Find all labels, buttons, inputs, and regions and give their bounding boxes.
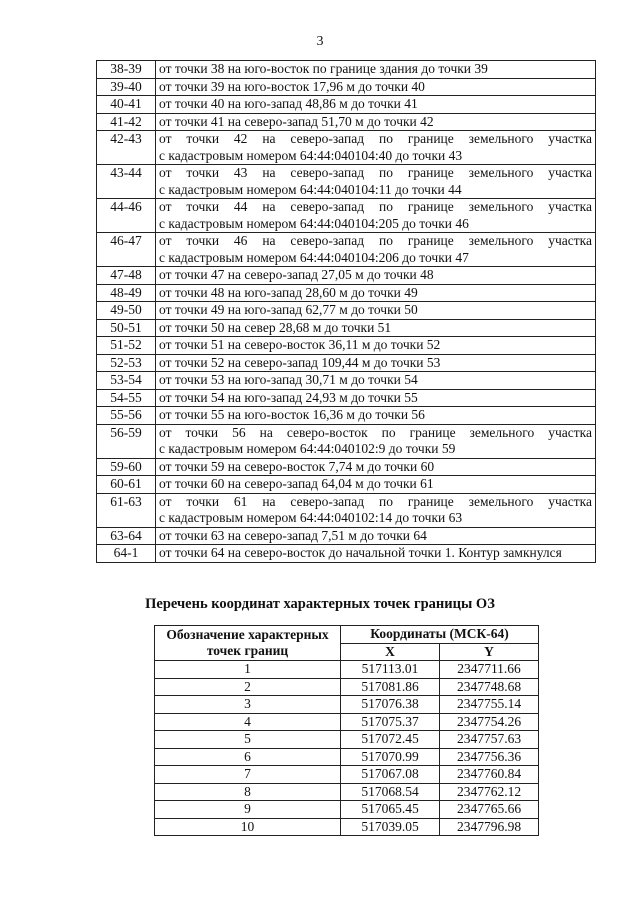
segment-code: 63-64 (97, 527, 156, 545)
table-row (97, 199, 596, 233)
segment-description (156, 319, 596, 337)
header-coordinates: Координаты (МСК-64) (341, 626, 539, 644)
segment-code: 46-47 (97, 233, 156, 267)
segment-description (156, 476, 596, 494)
point-designation: 5 (155, 731, 341, 749)
boundary-segments-table (96, 60, 596, 563)
table-row (97, 131, 596, 165)
segment-description (156, 372, 596, 390)
table-row (97, 476, 596, 494)
segment-description (156, 61, 596, 79)
table-row (155, 678, 539, 696)
table-row (97, 61, 596, 79)
segment-description-line: от точки 46 на северо-запад по границе земельного участка (159, 233, 592, 248)
point-designation: 10 (155, 818, 341, 836)
coordinates-section-title: Перечень координат характерных точек границы ОЗ (145, 596, 495, 612)
segment-description (156, 199, 596, 233)
segment-description-line: от точки 42 на северо-запад по границе земельного участка (159, 131, 592, 146)
segment-code: 42-43 (97, 131, 156, 165)
point-designation: 7 (155, 766, 341, 784)
segment-description (156, 337, 596, 355)
table-row (97, 113, 596, 131)
segment-code: 43-44 (97, 165, 156, 199)
table-row (97, 493, 596, 527)
page-number: 3 (316, 34, 324, 49)
header-y: Y (440, 643, 539, 661)
point-designation: 1 (155, 661, 341, 679)
segment-description-line: от точки 59 на северо-восток 7,74 м до точки 60 (159, 458, 435, 474)
segment-code: 53-54 (97, 372, 156, 390)
coordinate-y: 2347765.66 (440, 801, 539, 819)
segment-description-line: от точки 51 на северо-восток 36,11 м до точки 52 (159, 337, 441, 352)
table-row (97, 527, 596, 545)
segment-description-line: с кадастровым номером 64:44:040102:14 до точки 63 (159, 510, 463, 525)
segment-code: 56-59 (97, 424, 156, 458)
table-row (155, 731, 539, 749)
table-row (97, 407, 596, 425)
coordinate-y: 2347711.66 (440, 661, 539, 679)
segment-code: 49-50 (97, 302, 156, 320)
segment-description (156, 267, 596, 285)
header-x: X (341, 643, 440, 661)
segment-description (156, 233, 596, 267)
segment-description (156, 113, 596, 131)
segment-code: 39-40 (97, 78, 156, 96)
segment-code: 41-42 (97, 113, 156, 131)
segment-code: 61-63 (97, 493, 156, 527)
table-row (155, 661, 539, 679)
coordinates-table-body (155, 661, 539, 836)
coordinate-y: 2347757.63 (440, 731, 539, 749)
segment-description-line: от точки 50 на север 28,68 м до точки 51 (159, 319, 392, 335)
table-row (97, 319, 596, 337)
segment-description (156, 527, 596, 545)
segment-description-line: от точки 40 на юго-запад 48,86 м до точки 41 (159, 96, 418, 111)
segment-code: 44-46 (97, 199, 156, 233)
segment-description-line: от точки 61 на северо-запад по границе земельного участка (159, 493, 592, 509)
segment-description-line: от точки 39 на юго-восток 17,96 м до точки 40 (159, 78, 425, 94)
table-row (97, 389, 596, 407)
table-row (97, 78, 596, 96)
segment-description-line: от точки 38 на юго-восток по границе здания до точки 39 (159, 61, 488, 76)
coordinate-x: 517075.37 (341, 713, 440, 731)
table-row (155, 696, 539, 714)
table-row (155, 766, 539, 784)
table-row (155, 801, 539, 819)
coordinate-x: 517072.45 (341, 731, 440, 749)
segment-description (156, 284, 596, 302)
segment-description-line: от точки 48 на юго-запад 28,60 м до точки 49 (159, 284, 418, 300)
table-row (155, 748, 539, 766)
segment-description-line: от точки 55 на юго-восток 16,36 м до точки 56 (159, 407, 425, 422)
segment-description-line: от точки 53 на юго-запад 30,71 м до точки 54 (159, 372, 418, 387)
coordinate-y: 2347748.68 (440, 678, 539, 696)
segment-code: 48-49 (97, 284, 156, 302)
segments-table-body (97, 61, 596, 563)
segment-description-line: от точки 49 на юго-запад 62,77 м до точки 50 (159, 302, 418, 317)
segment-description (156, 424, 596, 458)
segment-description (156, 96, 596, 114)
coordinate-x: 517081.86 (341, 678, 440, 696)
table-row (97, 302, 596, 320)
table-row (155, 818, 539, 836)
segment-description-line: от точки 56 на северо-восток по границе земельного участка (159, 424, 592, 440)
segment-description-line: с кадастровым номером 64:44:040104:206 до точки 47 (159, 249, 469, 265)
point-designation: 6 (155, 748, 341, 766)
point-designation: 8 (155, 783, 341, 801)
segment-description (156, 78, 596, 96)
segment-code: 52-53 (97, 354, 156, 372)
segment-description (156, 302, 596, 320)
table-row (155, 713, 539, 731)
coordinate-y: 2347754.26 (440, 713, 539, 731)
segment-description-line: с кадастровым номером 64:44:040104:11 до точки 44 (159, 181, 462, 197)
segment-description (156, 493, 596, 527)
coordinate-x: 517039.05 (341, 818, 440, 836)
segment-description-line: от точки 41 на северо-запад 51,70 м до точки 42 (159, 113, 434, 129)
point-designation: 2 (155, 678, 341, 696)
coordinate-y: 2347755.14 (440, 696, 539, 714)
segment-description (156, 458, 596, 476)
coordinate-x: 517068.54 (341, 783, 440, 801)
segment-description-line: от точки 44 на северо-запад по границе земельного участка (159, 199, 592, 214)
segment-code: 60-61 (97, 476, 156, 494)
coordinate-x: 517070.99 (341, 748, 440, 766)
coordinate-x: 517076.38 (341, 696, 440, 714)
point-designation: 4 (155, 713, 341, 731)
segment-code: 59-60 (97, 458, 156, 476)
coordinate-y: 2347796.98 (440, 818, 539, 836)
coordinate-y: 2347762.12 (440, 783, 539, 801)
segment-code: 64-1 (97, 545, 156, 563)
segment-description-line: от точки 60 на северо-запад 64,04 м до точки 61 (159, 476, 434, 491)
segment-code: 40-41 (97, 96, 156, 114)
coordinates-table (154, 625, 539, 836)
segment-description-line: от точки 47 на северо-запад 27,05 м до точки 48 (159, 267, 434, 282)
segment-description (156, 545, 596, 563)
segment-description-line: с кадастровым номером 64:44:040102:9 до точки 59 (159, 441, 456, 456)
segment-description-line: от точки 43 на северо-запад по границе земельного участка (159, 165, 592, 180)
table-row (97, 354, 596, 372)
segment-description-line: от точки 64 на северо-восток до начальной точки 1. Контур замкнулся (159, 545, 562, 560)
segment-code: 55-56 (97, 407, 156, 425)
coordinate-y: 2347756.36 (440, 748, 539, 766)
coordinate-y: 2347760.84 (440, 766, 539, 784)
coordinate-x: 517113.01 (341, 661, 440, 679)
segment-description (156, 165, 596, 199)
segment-description-line: от точки 54 на юго-запад 24,93 м до точки 55 (159, 389, 418, 405)
segment-description-line: с кадастровым номером 64:44:040104:40 до точки 43 (159, 147, 463, 163)
point-designation: 3 (155, 696, 341, 714)
segment-description-line: от точки 52 на северо-запад 109,44 м до точки 53 (159, 354, 441, 370)
table-row (97, 545, 596, 563)
segment-code: 51-52 (97, 337, 156, 355)
coordinates-header-row (155, 626, 539, 644)
table-row (97, 458, 596, 476)
segment-code: 47-48 (97, 267, 156, 285)
table-row (97, 96, 596, 114)
segment-description (156, 389, 596, 407)
table-row (97, 165, 596, 199)
header-point-designation: Обозначение характерных точек границ (155, 626, 341, 661)
coordinate-x: 517065.45 (341, 801, 440, 819)
segment-description-line: от точки 63 на северо-запад 7,51 м до точки 64 (159, 527, 427, 543)
table-row (155, 783, 539, 801)
table-row (97, 424, 596, 458)
table-row (97, 284, 596, 302)
segment-code: 38-39 (97, 61, 156, 79)
table-row (97, 267, 596, 285)
coordinate-x: 517067.08 (341, 766, 440, 784)
table-row (97, 372, 596, 390)
table-row (97, 337, 596, 355)
segment-description (156, 354, 596, 372)
table-row (97, 233, 596, 267)
segment-description (156, 131, 596, 165)
point-designation: 9 (155, 801, 341, 819)
segment-code: 50-51 (97, 319, 156, 337)
segment-description-line: с кадастровым номером 64:44:040104:205 до точки 46 (159, 215, 469, 231)
segment-description (156, 407, 596, 425)
segment-code: 54-55 (97, 389, 156, 407)
